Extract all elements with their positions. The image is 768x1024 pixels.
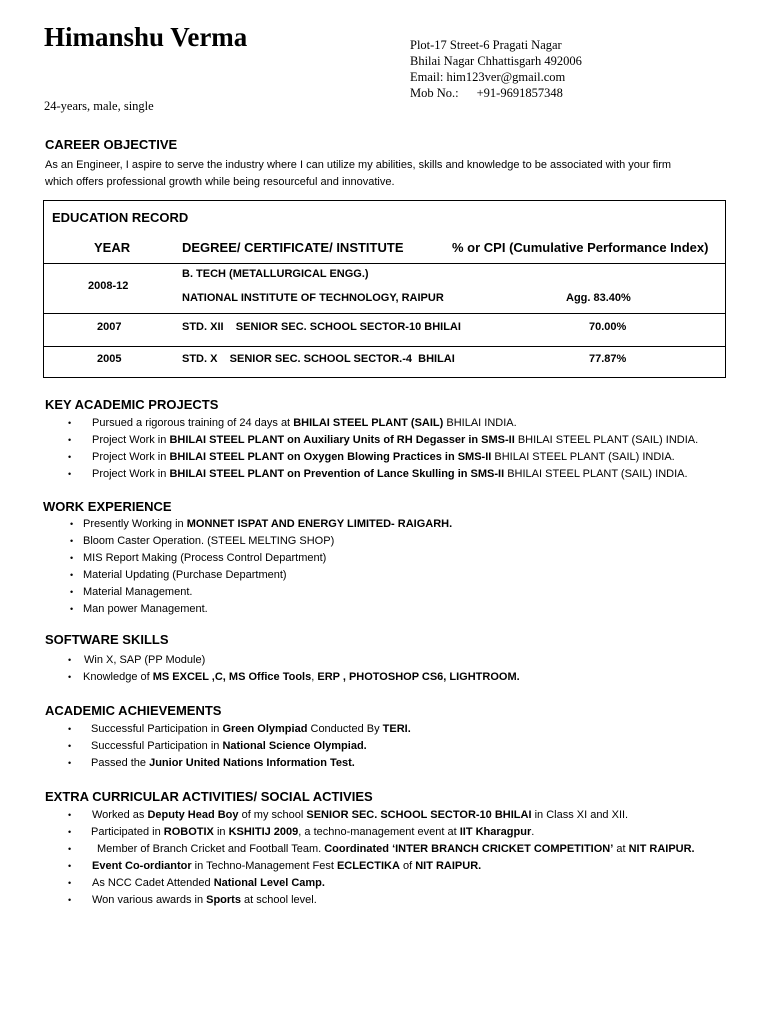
mobile-label: Mob No.: — [410, 86, 459, 100]
list-item: • Won various awards in Sports at school level. — [68, 894, 317, 906]
edu-row-2-year: 2007 — [97, 321, 122, 333]
list-item: • Project Work in BHILAI STEEL PLANT on Prevention of Lance Skulling in SMS-II BHILAI STEEL PLANT (SAIL) INDIA. — [68, 468, 688, 480]
list-item: • Project Work in BHILAI STEEL PLANT on Oxygen Blowing Practices in SMS-II BHILAI STEEL PLANT (SAIL) INDIA. — [68, 451, 675, 463]
list-item: • Event Co-ordiantor in Techno-Management Fest ECLECTIKA of NIT RAIPUR. — [68, 860, 482, 872]
edu-row-1-score: Agg. 83.40% — [566, 292, 631, 304]
mobile-number: +91-9691857348 — [476, 86, 563, 100]
edu-row-1-degree: B. TECH (METALLURGICAL ENGG.) — [182, 268, 369, 280]
list-item: • Worked as Deputy Head Boy of my school SENIOR SEC. SCHOOL SECTOR-10 BHILAI in Class XI and XII. — [68, 809, 629, 821]
projects-list — [68, 415, 698, 483]
list-item: • As NCC Cadet Attended National Level Camp. — [68, 877, 325, 889]
list-item: • Bloom Caster Operation. (STEEL MELTING SHOP) — [70, 535, 335, 547]
extra-curricular-list — [68, 807, 695, 909]
address-line-2: Bhilai Nagar Chhattisgarh 492006 — [410, 54, 582, 68]
objective-line-1: As an Engineer, I aspire to serve the industry where I can utilize my abilities, skills and knowledge to be associated with your firm — [45, 159, 672, 171]
list-item: • Successful Participation in National Science Olympiad. — [68, 740, 367, 752]
list-item: • Material Updating (Purchase Department) — [70, 569, 287, 581]
column-header-year: YEAR — [94, 240, 131, 255]
list-item: • Man power Management. — [70, 603, 208, 615]
edu-row-3-year: 2005 — [97, 353, 122, 365]
list-item: • Project Work in BHILAI STEEL PLANT on Auxiliary Units of RH Degasser in SMS-II BHILAI STEEL PLANT (SAIL) INDIA. — [68, 434, 699, 446]
edu-row-1-institute: NATIONAL INSTITUTE OF TECHNOLOGY, RAIPUR — [182, 292, 444, 304]
academic-achievements-heading: ACADEMIC ACHIEVEMENTS — [45, 703, 222, 718]
edu-row-3-degree: STD. X SENIOR SEC. SCHOOL SECTOR.-4 BHILAI — [182, 353, 455, 365]
email-text: Email: him123ver@gmail.com — [410, 70, 566, 84]
list-item: • Participated in ROBOTIX in KSHITIJ 2009, a techno-management event at IIT Kharagpur. — [68, 826, 535, 838]
list-item: • Knowledge of MS EXCEL ,C, MS Office Tools, ERP , PHOTOSHOP CS6, LIGHTROOM. — [68, 671, 520, 683]
list-item: • Win X, SAP (PP Module) — [68, 654, 206, 666]
list-item: • Successful Participation in Green Olympiad Conducted By TERI. — [68, 723, 411, 735]
personal-info: 24-years, male, single — [44, 99, 154, 113]
edu-row-3-score: 77.87% — [589, 353, 627, 365]
address-line-1: Plot-17 Street-6 Pragati Nagar — [410, 38, 562, 52]
edu-row-2-score: 70.00% — [589, 321, 627, 333]
software-skills-heading: SOFTWARE SKILLS — [45, 632, 169, 647]
table-divider — [44, 346, 725, 347]
list-item: • Pursued a rigorous training of 24 days at BHILAI STEEL PLANT (SAIL) BHILAI INDIA. — [68, 417, 517, 429]
education-record-title: EDUCATION RECORD — [52, 210, 189, 225]
education-record-table — [43, 200, 726, 378]
list-item: • Presently Working in MONNET ISPAT AND ENERGY LIMITED- RAIGARH. — [70, 518, 453, 530]
projects-heading: KEY ACADEMIC PROJECTS — [45, 397, 219, 412]
list-item: • Material Management. — [70, 586, 193, 598]
career-objective-text — [45, 157, 745, 190]
table-divider — [44, 263, 725, 264]
list-item: • MIS Report Making (Process Control Department) — [70, 552, 327, 564]
edu-row-2-degree: STD. XII SENIOR SEC. SCHOOL SECTOR-10 BHILAI — [182, 321, 461, 333]
work-experience-heading: WORK EXPERIENCE — [43, 499, 172, 514]
column-header-score: % or CPI (Cumulative Performance Index) — [452, 240, 709, 255]
column-header-degree: DEGREE/ CERTIFICATE/ INSTITUTE — [182, 240, 404, 255]
academic-achievements-list — [68, 721, 411, 772]
objective-line-2: which offers professional growth while being resourceful and innovative. — [45, 175, 395, 188]
software-skills-list — [68, 652, 520, 686]
work-experience-list — [70, 516, 452, 618]
career-objective-heading: CAREER OBJECTIVE — [45, 137, 178, 152]
edu-row-1-year: 2008-12 — [88, 280, 129, 292]
mobile-line — [410, 85, 582, 101]
list-item: • Passed the Junior United Nations Information Test. — [68, 757, 355, 769]
list-item: • Member of Branch Cricket and Football Team. Coordinated ‘INTER BRANCH CRICKET COMPETITION’ at NIT RAIPUR. — [68, 843, 695, 855]
extra-curricular-heading: EXTRA CURRICULAR ACTIVITIES/ SOCIAL ACTIVIES — [45, 789, 373, 804]
candidate-name: Himanshu Verma — [44, 22, 248, 52]
table-divider — [44, 313, 725, 314]
contact-block — [410, 37, 582, 101]
